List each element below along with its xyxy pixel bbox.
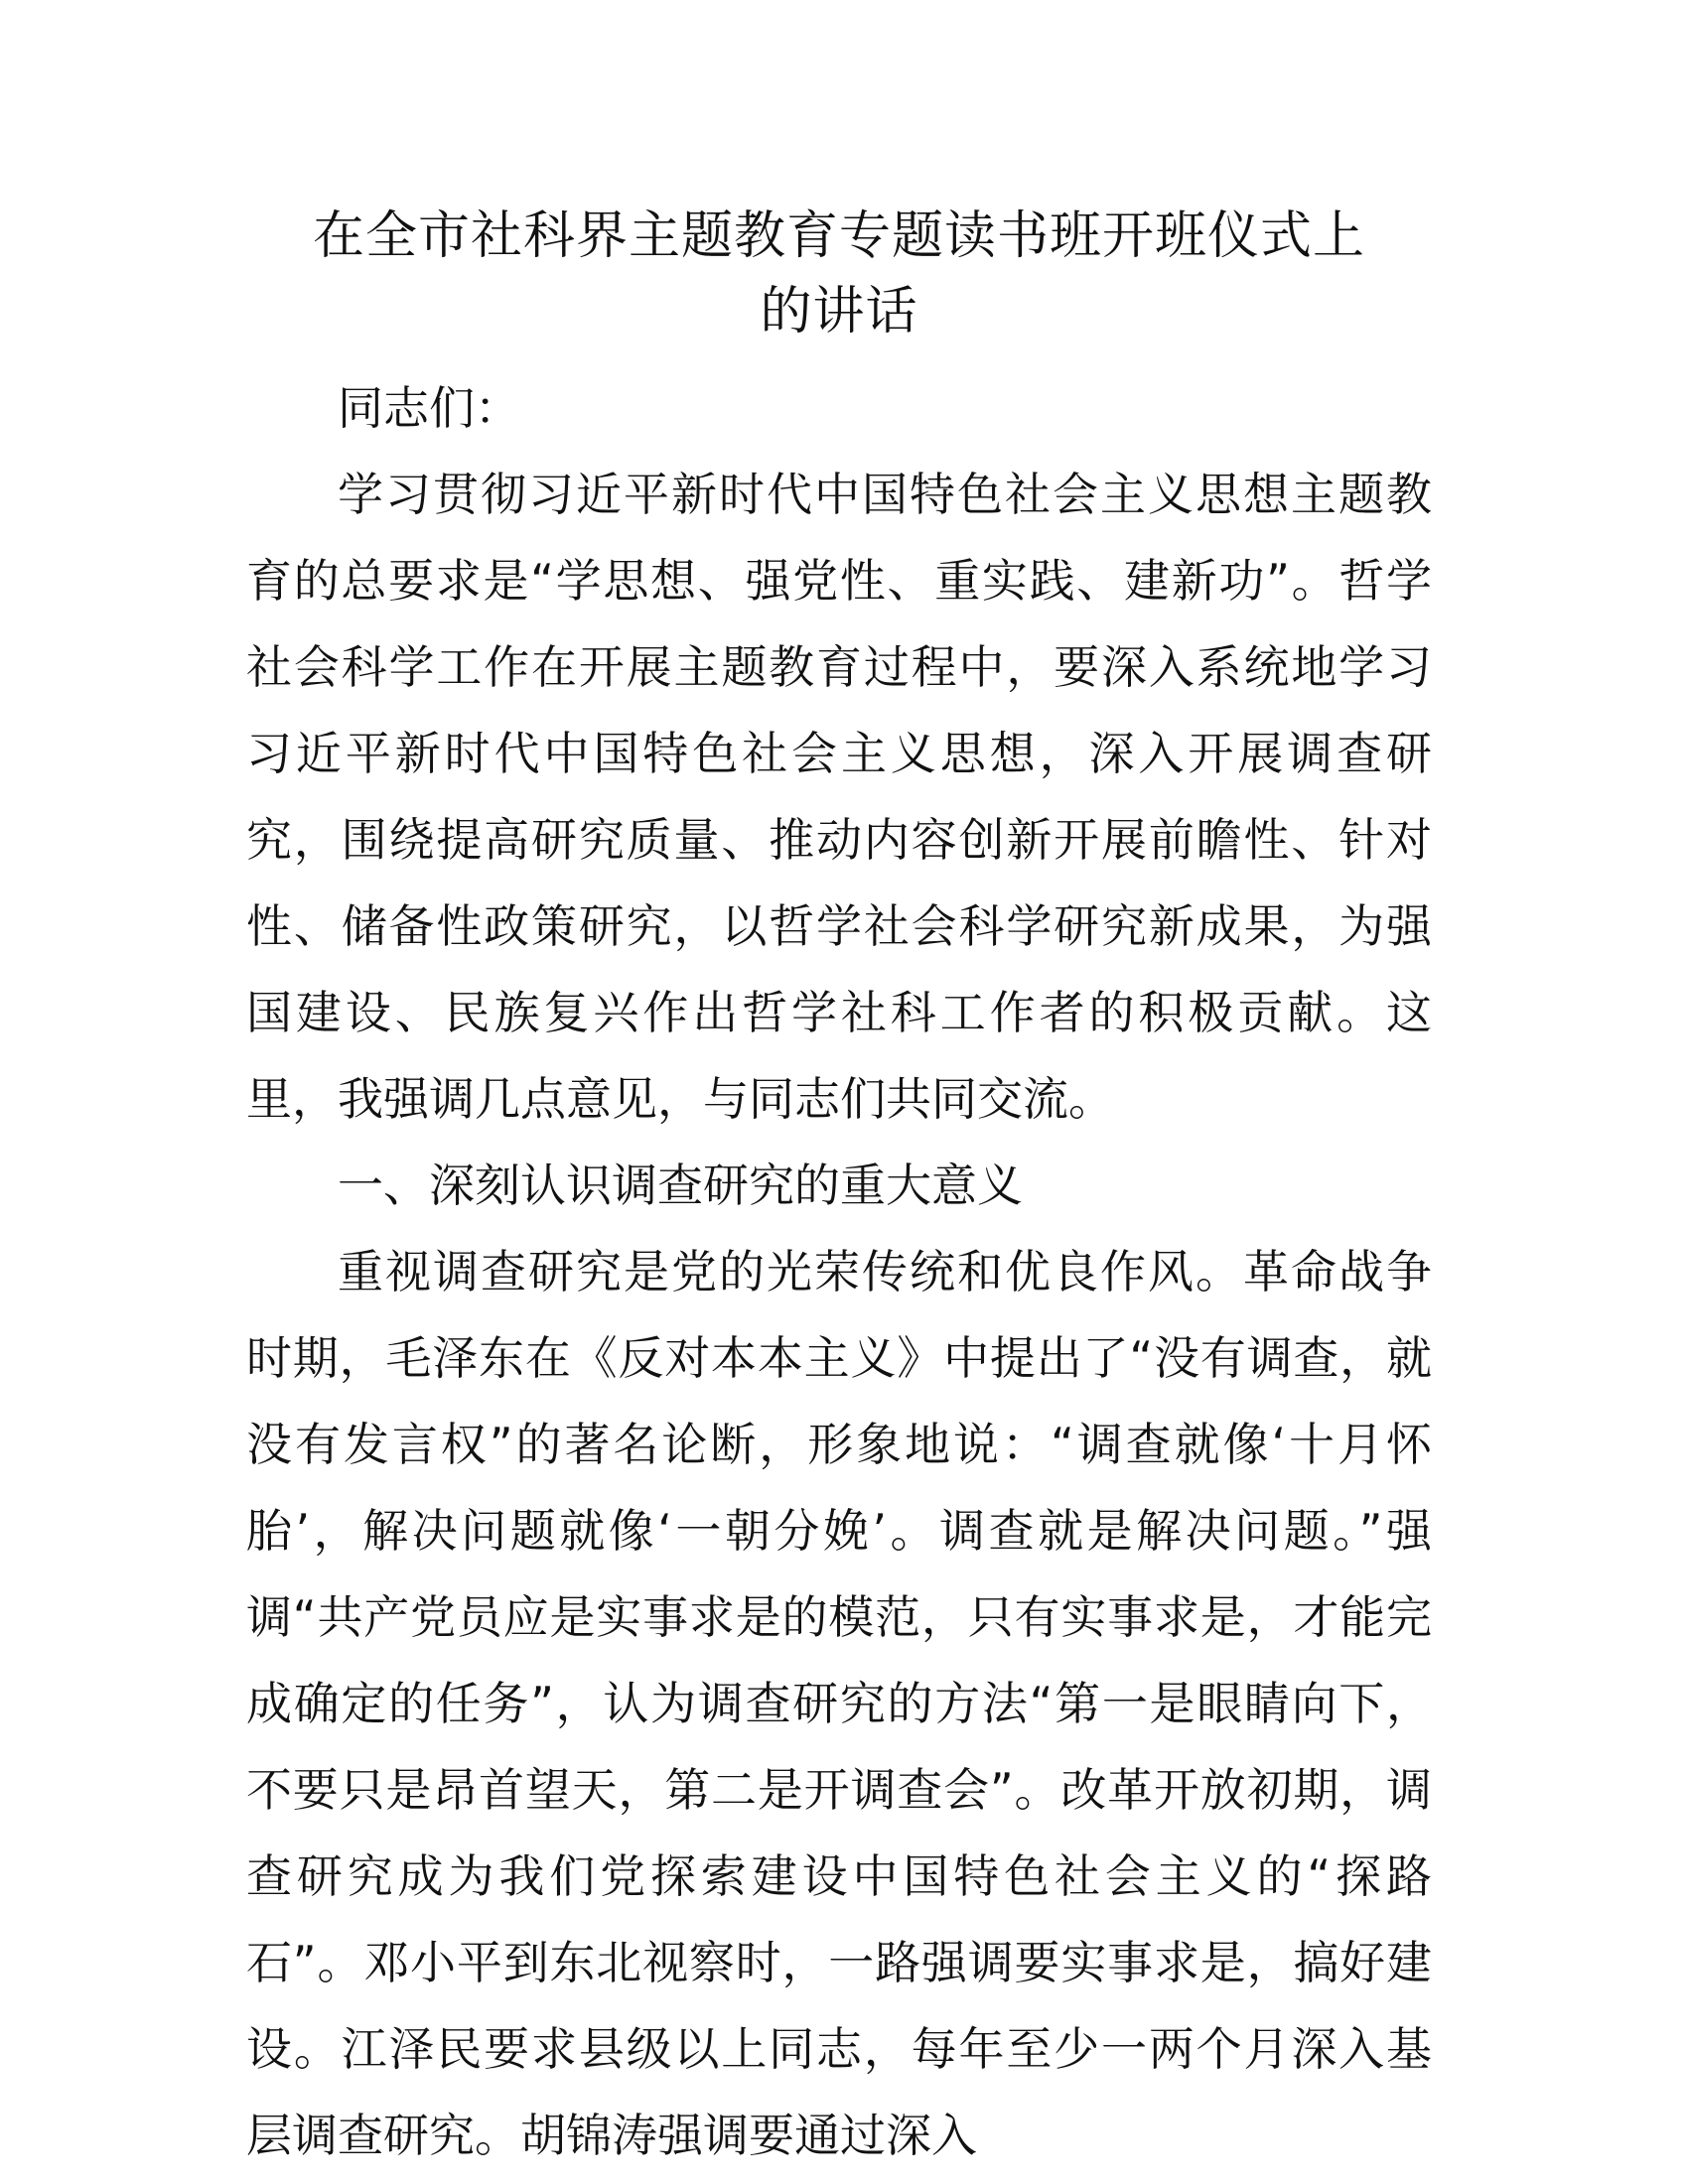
document-title xyxy=(246,199,1432,349)
greeting: 同志们： xyxy=(338,381,520,435)
title-line-2: 的讲话 xyxy=(760,282,918,341)
paragraph-intro: 学习贯彻习近平新时代中国特色社会主义思想主题教育的总要求是“学思想、强党性、重实践、建新功”。哲学社会科学工作在开展主题教育过程中，要深入系统地学习习近平新时代中国特色社会主义思想，深入开展调查研究，围绕提高研究质量、推动内容创新开展前瞻性、针对性、储备性政策研究，以哲学社会科学研究新成果，为强国建设、民族复兴作出哲学社科工作者的积极贡献。这里，我强调几点意见，与同志们共同交流。 xyxy=(246,468,1432,1126)
paragraph-body: 重视调查研究是党的光荣传统和优良作风。革命战争时期，毛泽东在《反对本本主义》中提出了“没有调查，就没有发言权”的著名论断，形象地说：“调查就像‘十月怀胎’，解决问题就像‘一朝分娩’。调查就是解决问题。”强调“共产党员应是实事求是的模范，只有实事求是，才能完成确定的任务”，认为调查研究的方法“第一是眼睛向下，不要只是昂首望天，第二是开调查会”。改革开放初期，调查研究成为我们党探索建设中国特色社会主义的“探路石”。邓小平到东北视察时，一路强调要实事求是，搞好建设。江泽民要求县级以上同志，每年至少一两个月深入基层调查研究。胡锦涛强调要通过深入 xyxy=(246,1245,1432,2162)
section-heading: 一、深刻认识调查研究的重大意义 xyxy=(338,1159,1023,1212)
document-page xyxy=(246,199,1432,2179)
title-line-1: 在全市社科界主题教育专题读书班开班仪式上 xyxy=(312,206,1365,266)
